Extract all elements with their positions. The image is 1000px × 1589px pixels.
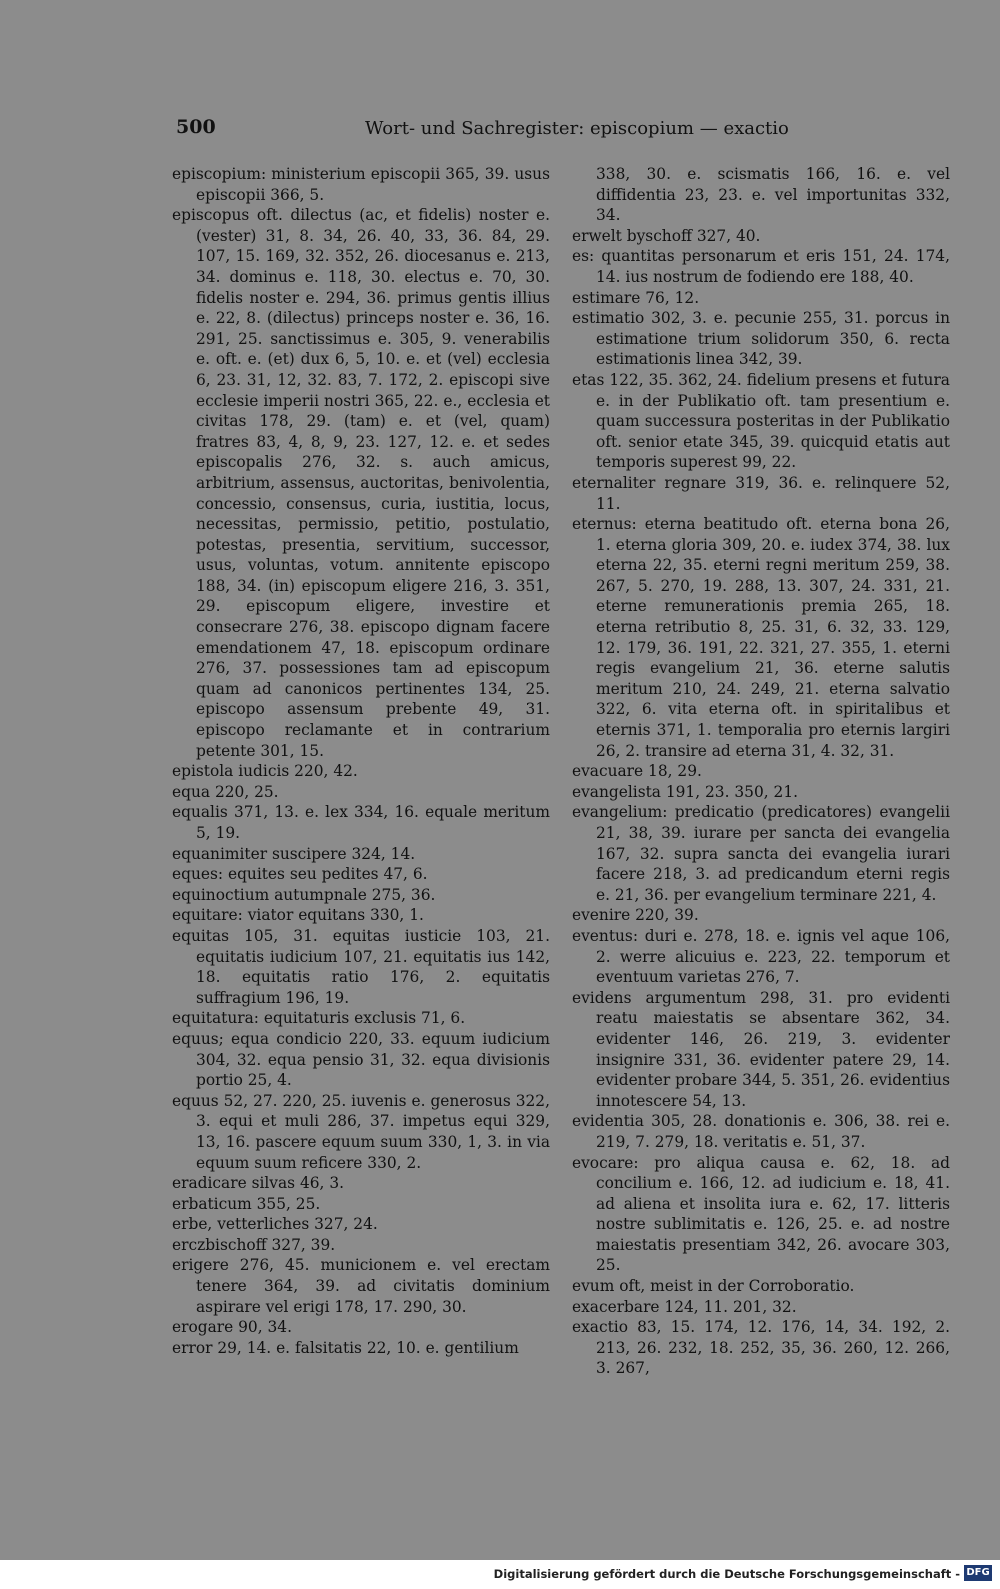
index-entry: episcopus oft. dilectus (ac, et fidelis) noster e. (vester) 31, 8. 34, 26. 40, 33, 36. 84, 29. 107, 15. 169, 32. 352, 26. diocesanus e. 213, 34. dominus e. 118, 30. electus e. 70, 30. fidelis noster e. 294, 36. primus gentis illius e. 22, 8. (dilectus) princeps noster e. 36, 16. 291, 25. sanctissimus e. 305, 9. venerabilis e. oft. e. (et) dux 6, 5, 10. e. et (vel) ecclesia 6, 23. 31, 12, 32. 83, 7. 172, 2. episcopi sive ecclesie imperii nostri 365, 22. e., ecclesia et civitas 178, 29. (tam) e. et (vel, quam) fratres 83, 4, 8, 9, 23. 127, 12. e. et sedes episcopalis 276, 32. s. auch amicus, arbitrium, assensus, auctoritas, benivolentia, concessio, consensus, curia, iustitia, locus, necessitas, permissio, petitio, postulatio, potestas, presentia, servitium, successor, usus, voluntas, votum. annitente episcopo 188, 34. (in) episcopum eligere 216, 3. 351, 29. episcopum eligere, investire et consecrare 276, 38. episcopo dignam facere emendationem 47, 18. episcopum ordinare 276, 37. possessiones tam ad episcopum quam ad canonicos pertinentes 134, 25. episcopo assensum prebente 49, 31. episcopo reclamante et in contrarium petente 301, 15. xyxy=(172,206,550,760)
page-number: 500 xyxy=(176,116,216,138)
index-entry: epistola iudicis 220, 42. xyxy=(172,762,358,781)
dfg-logo: DFG xyxy=(964,1565,992,1581)
index-entry: evum oft, meist in der Corroboratio. xyxy=(572,1277,855,1296)
index-entry-continuation: 338, 30. e. scismatis 166, 16. e. vel diffidentia 23, 23. e. vel importunitas 332, 34. xyxy=(596,165,950,225)
index-entry: error 29, 14. e. falsitatis 22, 10. e. gentilium xyxy=(172,1338,519,1357)
index-entry: evidens argumentum 298, 31. pro evidenti reatu maiestatis se absentare 362, 34. evidenter 146, 26. 219, 3. evidenter insignire 331, 36. evidenter patere 29, 14. evidenter probare 344, 5. 351, 26. evidentius innotescere 54, 13. xyxy=(572,988,950,1110)
index-entry: eradicare silvas 46, 3. xyxy=(172,1174,345,1193)
index-entry: equanimiter suscipere 324, 14. xyxy=(172,844,416,863)
index-entry: equitare: viator equitans 330, 1. xyxy=(172,906,424,925)
index-entry: eventus: duri e. 278, 18. e. ignis vel aque 106, 2. werre alicuius e. 223, 22. temporum et eventuum varietas 276, 7. xyxy=(572,926,950,987)
index-entry: equa 220, 25. xyxy=(172,782,279,801)
index-entry: evangelium: predicatio (predicatores) evangelii 21, 38, 39. iurare per sancta dei evangelia 167, 32. supra sancta dei evangelia iurari facere 218, 3. ad predicandum eterni regis e. 21, 36. per evangelium terminare 221, 4. xyxy=(572,803,950,904)
index-entry: equalis 371, 13. e. lex 334, 16. equale meritum 5, 19. xyxy=(172,803,550,842)
index-entry: equinoctium autumpnale 275, 36. xyxy=(172,885,436,904)
index-entry: erbe, vetterliches 327, 24. xyxy=(172,1215,378,1234)
funding-credit: Digitalisierung gefördert durch die Deutsche Forschungsgemeinschaft - xyxy=(493,1567,960,1581)
index-entry: equitas 105, 31. equitas iusticie 103, 21. equitatis iudicium 107, 21. equitatis ius 142, 18. equitatis ratio 176, 2. equitatis suffragium 196, 19. xyxy=(172,926,550,1007)
index-entry: estimatio 302, 3. e. pecunie 255, 31. porcus in estimatione trium solidorum 350, 6. recta estimationis linea 342, 39. xyxy=(572,309,950,369)
index-entry: eternus: eterna beatitudo oft. eterna bona 26, 1. eterna gloria 309, 20. e. iudex 374, 38. lux eterna 22, 35. eterni regni meritum 259, 38. 267, 5. 270, 19. 288, 13. 307, 24. 331, 21. eterne remunerationis premia 265, 18. eterna retributio 8, 25. 31, 6. 32, 33. 129, 12. 179, 36. 191, 22. 321, 27. 355, 1. eterni regis evangelium 21, 36. eterne salutis meritum 210, 24. 249, 21. eterna salvatio 322, 6. vita eterna oft. in spiritalibus et eternis 371, 1. temporalia pro eternis largiri 26, 2. transire ad eterna 31, 4. 32, 31. xyxy=(572,515,950,760)
index-entry: exacerbare 124, 11. 201, 32. xyxy=(572,1297,797,1316)
index-entry: erbaticum 355, 25. xyxy=(172,1194,321,1213)
index-entry: erigere 276, 45. municionem e. vel erectam tenere 364, 39. ad civitatis dominium aspirare vel erigi 178, 17. 290, 30. xyxy=(172,1256,550,1316)
index-entry: evacuare 18, 29. xyxy=(572,762,702,781)
left-column xyxy=(172,164,550,1358)
index-entry: evidentia 305, 28. donationis e. 306, 38. rei e. 219, 7. 279, 18. veritatis e. 51, 37. xyxy=(572,1112,950,1151)
index-entry: evangelista 191, 23. 350, 21. xyxy=(572,782,799,801)
index-entry: exactio 83, 15. 174, 12. 176, 14, 34. 192, 2. 213, 26. 232, 18. 252, 35, 36. 260, 12. 266, 3. 267, xyxy=(572,1318,950,1378)
index-entry: eques: equites seu pedites 47, 6. xyxy=(172,865,428,884)
index-entry: equus 52, 27. 220, 25. iuvenis e. generosus 322, 3. equi et muli 286, 37. impetus equi 329, 13, 16. pascere equum suum 330, 1, 3. in via equum suum reficere 330, 2. xyxy=(172,1091,550,1172)
index-entry: eternaliter regnare 319, 36. e. relinquere 52, 11. xyxy=(572,473,950,513)
index-entry: evocare: pro aliqua causa e. 62, 18. ad concilium e. 166, 12. ad iudicium e. 18, 41. ad aliena et insolita iura e. 62, 17. litteris nostre sublimitatis e. 126, 25. e. ad nostre maiestatis presentiam 342, 26. avocare 303, 25. xyxy=(572,1153,950,1275)
index-entry: erwelt byschoff 327, 40. xyxy=(572,226,761,245)
index-entry: equus; equa condicio 220, 33. equum iudicium 304, 32. equa pensio 31, 32. equa divisionis portio 25, 4. xyxy=(172,1029,550,1090)
index-entry: equitatura: equitaturis exclusis 71, 6. xyxy=(172,1009,466,1028)
page-header xyxy=(172,112,952,142)
running-title: Wort- und Sachregister: episcopium — exactio xyxy=(365,118,789,139)
index-entry: estimare 76, 12. xyxy=(572,288,700,307)
digitization-footer xyxy=(0,1560,1000,1589)
index-entry: episcopium: ministerium episcopii 365, 39. usus episcopii 366, 5. xyxy=(172,165,550,204)
index-entry: erczbischoff 327, 39. xyxy=(172,1235,336,1254)
index-entry: erogare 90, 34. xyxy=(172,1318,292,1337)
index-entry: es: quantitas personarum et eris 151, 24. 174, 14. ius nostrum de fodiendo ere 188, 40. xyxy=(572,247,950,286)
index-entry: etas 122, 35. 362, 24. fidelium presens et futura e. in der Publikatio oft. tam presentium e. quam successura posteritas in der Publikatio oft. senior etate 345, 39. quicquid etatis aut temporis superest 99, 22. xyxy=(572,370,950,472)
index-entry: evenire 220, 39. xyxy=(572,906,699,925)
right-column xyxy=(572,164,950,1379)
